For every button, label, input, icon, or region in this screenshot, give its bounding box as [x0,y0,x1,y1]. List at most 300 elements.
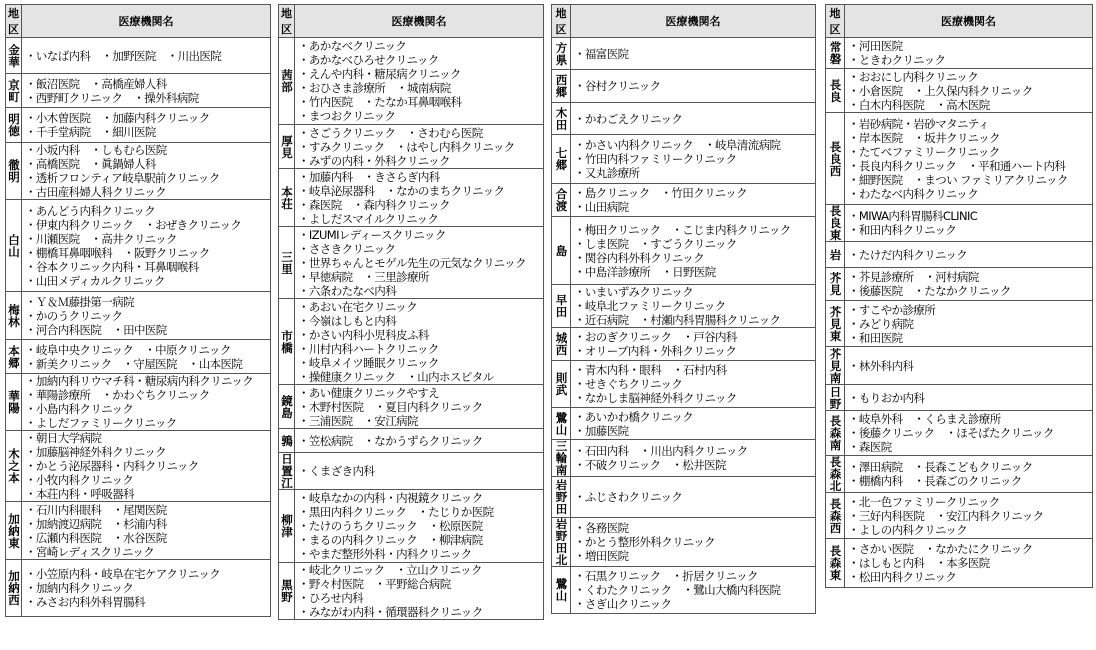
area-name: 市橋 [279,299,295,385]
facility-line: ・まつおクリニック [298,109,396,123]
area-name: 金華 [6,38,22,74]
facility-line: ・よしだファミリークリニック [25,416,177,430]
facility-list [295,490,544,563]
table-row [826,242,1093,268]
table-row [826,347,1093,385]
table-row [552,518,816,567]
facility-line: ・せきぐちクリニック [574,377,683,391]
area-name: 岩野田 [552,477,571,518]
facility-list [22,108,271,143]
facility-line: ・加藤内科 ・きさらぎ内科 [298,169,440,184]
facility-line: ・かさい内科小児科皮ふ科 [298,327,429,342]
table-row [279,453,544,490]
facility-list [845,411,1093,456]
area-name: 芥見南 [826,347,845,385]
facility-line: ・谷本クリニック内科・耳鼻咽喉科 [25,259,199,274]
area-name: 華陽 [6,374,22,431]
facility-line: ・増田医院 [574,549,629,563]
facility-list [845,539,1093,588]
facility-list [22,431,271,502]
facility-line: ・福富医院 [574,46,629,61]
facility-line: ・関谷内科外科クリニック [574,250,705,265]
facility-table-2 [278,4,544,620]
facility-line: ・石黒クリニック ・折居クリニック [574,569,758,583]
area-name: 芥見東 [826,301,845,347]
facility-line: ・MIWA内科胃腸科CLINIC [848,209,978,223]
facility-list [22,292,271,340]
table-row [6,374,271,431]
facility-list [295,169,544,227]
facility-header: 医療機関名 [22,5,271,38]
facility-line: ・黒田内科クリニック ・たじりか医院 [298,505,494,519]
area-name: 長森東 [826,539,845,588]
facility-line: ・オリーブ内科・外科クリニック [574,344,737,358]
facility-line: ・青木内科・眼科 ・石村内科 [574,363,727,377]
facility-line: ・今嶺はしもと内科 [298,313,397,328]
facility-list [295,299,544,385]
facility-line: ・河田医院 [848,39,903,53]
area-header: 地区 [826,5,845,38]
facility-table-3 [551,4,816,614]
facility-line: ・小笠原内科・岐阜在宅ケアクリニック [25,567,221,581]
table-row [552,567,816,614]
facility-line: ・岩砂病院・岩砂マタニティ [848,116,989,131]
facility-line: ・山田メディカルクリニック [25,273,165,288]
facility-line: ・あかなべひろせクリニック [298,53,439,67]
facility-line: ・あかなべクリニック [298,39,407,53]
facility-line: ・まるの内科クリニック ・柳津病院 [298,533,483,547]
facility-line: ・松田内科クリニック [848,570,957,584]
facility-table-body [279,5,544,620]
facility-line: ・野々村医院 ・平野総合病院 [298,577,451,591]
header-row [6,5,271,38]
facility-line: ・よしだスマイルクリニック [298,211,439,226]
facility-line: ・小坂内科 ・しもむら医院 [25,143,167,157]
area-header: 地区 [279,5,295,38]
facility-line: ・川村内科ハートクリニック [298,341,439,356]
facility-line: ・なかしま脳神経外科クリニック [574,391,737,405]
facility-line: ・さごうクリニック ・さわむら医院 [298,125,483,140]
facility-line: ・操健康クリニック ・山内ホスピタル [298,369,494,384]
table-row [552,440,816,477]
table-row [826,301,1093,347]
facility-line: ・小島内科クリニック [25,402,134,416]
table-row [6,292,271,340]
facility-line: ・朝日大学病院 [25,431,102,445]
table-row [826,411,1093,456]
facility-list [845,301,1093,347]
facility-list [571,184,816,217]
facility-list [571,361,816,408]
facility-line: ・各務医院 [574,521,629,535]
table-row [6,502,271,560]
table-row [826,38,1093,69]
area-header: 地区 [552,5,571,38]
facility-list [22,200,271,292]
facility-line: ・IZUMIレディースクリニック [298,227,446,242]
area-name: 茜部 [279,38,295,125]
facility-line: ・透析フロンティア岐阜駅前クリニック [25,171,220,185]
facility-line: ・おおにし内科クリニック [848,69,979,84]
facility-list [295,385,544,429]
facility-header: 医療機関名 [295,5,544,38]
area-name: 黒野 [279,563,295,620]
facility-line: ・おのぎクリニック ・戸谷内科 [574,330,737,344]
facility-line: ・棚橋耳鼻咽喉科 ・阪野クリニック [25,245,210,260]
facility-line: ・わたなべ内科クリニック [848,186,979,201]
table-row [6,560,271,617]
facility-list [571,518,816,567]
area-name: 長森西 [826,493,845,539]
facility-line: ・石川内科眼科 ・尾関医院 [25,502,167,517]
facility-list [295,563,544,620]
facility-line: ・みずの内科・外科クリニック [298,153,450,168]
table-row [6,108,271,143]
table-row [552,285,816,328]
facility-line: ・岸本医院 ・坂井クリニック [848,130,1000,145]
facility-line: ・後藤クリニック ・ほそばたクリニック [848,426,1054,440]
facility-line: ・岐阜北ファミリークリニック [574,299,726,313]
area-name: 厚見 [279,125,295,169]
facility-list [845,385,1093,411]
facility-line: ・はしもと内科 ・本多医院 [848,556,990,570]
table-row [279,563,544,620]
facility-line: ・かのうクリニック [25,308,123,323]
facility-list [571,328,816,361]
facility-line: ・さぎ山クリニック [574,597,672,611]
area-name: 長良東 [826,205,845,242]
facility-line: ・白木内科医院 ・高木医院 [848,97,990,112]
facility-line: ・おひさま診療所 ・城南病院 [298,81,451,95]
facility-line: ・あんどう内科クリニック [25,203,156,218]
facility-line: ・すみクリニック ・はやし内科クリニック [298,139,515,154]
table-row [552,361,816,408]
facility-line: ・長良内科クリニック ・平和通ハート内科 [848,158,1066,173]
facility-list [571,285,816,328]
facility-line: ・伊東内科クリニック ・おぜきクリニック [25,217,242,232]
facility-line: ・かとう整形外科クリニック [574,535,716,549]
facility-line: ・みどり病院 [848,316,914,331]
area-name: 三輪南 [552,440,571,477]
facility-line: ・ささきクリニック [298,241,396,256]
area-name: 本荘 [279,169,295,227]
area-name: 長良 [826,69,845,113]
table-row [826,539,1093,588]
area-name: 則武 [552,361,571,408]
facility-line: ・澤田病院 ・長森こどもクリニック [848,460,1033,474]
facility-list [22,340,271,374]
header-row [826,5,1093,38]
facility-list [295,38,544,125]
facility-list [845,493,1093,539]
table-row [279,429,544,453]
table-row [6,38,271,74]
facility-list [571,477,816,518]
area-name: 木田 [552,103,571,135]
facility-line: ・たけだ内科クリニック [848,247,968,262]
facility-line: ・梅田クリニック ・こじま内科クリニック [574,222,791,237]
area-name: 徹明 [6,143,22,200]
area-name: 三里 [279,227,295,299]
table-row [6,431,271,502]
facility-list [22,38,271,74]
facility-line: ・早徳病院 ・三里診療所 [298,269,429,284]
facility-line: ・森医院 ・森内科クリニック [298,197,450,212]
area-name: 木之本 [6,431,22,502]
facility-line: ・高橋医院 ・眞鍋婦人科 [25,157,156,171]
facility-line: ・中島洋診療所 ・日野医院 [574,264,716,279]
facility-line: ・又丸診療所 [574,166,640,180]
facility-list [571,567,816,614]
facility-line: ・かさい内科クリニック ・岐阜清流病院 [574,138,781,152]
facility-line: ・河合内科医院 ・田中医院 [25,322,167,337]
facility-line: ・加藤医院 [574,423,629,438]
table-row [826,268,1093,301]
facility-line: ・細野医院 ・まつい ファミリアクリニック [848,172,1068,187]
facility-line: ・木野村医院 ・夏目内科クリニック [298,399,483,414]
area-name: 七郷 [552,135,571,184]
facility-line: ・もりおか内科 [848,390,925,405]
table-row [279,227,544,299]
facility-line: ・たけのうちクリニック ・松原医院 [298,519,483,533]
facility-line: ・小木曽医院 ・加藤内科クリニック [25,111,210,125]
facility-line: ・ひろせ内科 [298,591,364,605]
area-name: 鏡島 [279,385,295,429]
facility-line: ・和田医院 [848,330,903,345]
facility-line: ・みさお内科外科胃腸科 [25,595,145,609]
area-name: 長森北 [826,456,845,493]
table-row [552,217,816,285]
area-name: 日野 [826,385,845,411]
area-name: 島 [552,217,571,285]
facility-line: ・林外科内科 [848,358,914,373]
facility-line: ・竹内医院 ・たなか耳鼻咽喉科 [298,95,462,109]
facility-line: ・小牧内科クリニック [25,473,134,487]
facility-list [845,347,1093,385]
table-row [279,299,544,385]
facility-list [22,143,271,200]
facility-list [571,70,816,103]
facility-table-4 [825,4,1093,588]
facility-line: ・やまだ整形外科・内科クリニック [298,547,472,561]
facility-line: ・華陽診療所 ・かわぐちクリニック [25,388,210,402]
facility-table-body [6,5,271,617]
facility-line: ・いなば内科 ・加野医院 ・川出医院 [25,48,222,63]
area-name: 柳津 [279,490,295,563]
facility-line: ・岐阜なかの内科・内視鏡クリニック [298,491,483,505]
table-row [552,328,816,361]
facility-line: ・岐阜中央クリニック ・中原クリニック [25,342,231,357]
facility-line: ・和田内科クリニック [848,223,957,237]
facility-line: ・あいかわ橋クリニック [574,409,694,424]
facility-list [845,242,1093,268]
area-name: 鶉 [279,429,295,453]
table-row [6,340,271,374]
table-row [279,169,544,227]
facility-line: ・三好内科医院 ・安江内科クリニック [848,508,1044,523]
facility-line: ・岐北クリニック ・立山クリニック [298,563,482,577]
facility-line: ・たてべファミリークリニック [848,144,1000,159]
area-name: 明徳 [6,108,22,143]
table-row [279,385,544,429]
table-row [279,490,544,563]
facility-line: ・かわごえクリニック [574,111,683,126]
facility-line: ・島クリニック ・竹田クリニック [574,186,748,200]
facility-line: ・くまざき内科 [298,464,375,478]
table-row [826,69,1093,113]
facility-line: ・近石病院 ・村瀬内科胃腸科クリニック [574,313,781,327]
facility-list [295,227,544,299]
facility-list [571,103,816,135]
area-name: 西郷 [552,70,571,103]
table-row [279,125,544,169]
facility-line: ・棚橋内科 ・長森ごのクリニック [848,474,1022,488]
facility-line: ・すこやか診療所 [848,302,936,317]
table-row [6,143,271,200]
facility-list [845,38,1093,69]
facility-line: ・芥見診療所 ・河村病院 [848,270,979,284]
table-row [552,408,816,440]
facility-line: ・岐阜外科 ・くらまえ診療所 [848,412,1001,426]
facility-line: ・岐阜メイツ睡眠クリニック [298,355,439,370]
area-name: 方県 [552,38,571,70]
facility-list [571,135,816,184]
table-row [826,385,1093,411]
table-row [552,477,816,518]
table-row [826,493,1093,539]
facility-line: ・新美クリニック ・守屋医院 ・山本医院 [25,356,243,371]
facility-list [571,440,816,477]
table-row [552,70,816,103]
facility-list [22,560,271,617]
facility-list [845,69,1093,113]
facility-list [22,74,271,108]
area-name: 城西 [552,328,571,361]
facility-line: ・六条わたなべ内科 [298,283,397,298]
table-row [552,184,816,217]
facility-line: ・ふじさわクリニック [574,490,683,504]
facility-line: ・笠松病院 ・なかうずらクリニック [298,433,483,448]
facility-line: ・不破クリニック ・松井医院 [574,458,726,472]
facility-line: ・世界ちゃんとモゲル先生の元気なクリニック [298,255,526,270]
facility-line: ・あい健康クリニックやすえ [298,385,440,400]
facility-table-body [826,5,1093,588]
area-name: 本郷 [6,340,22,374]
area-name: 芥見 [826,268,845,301]
area-name: 岩野田北 [552,518,571,567]
table-row [826,456,1093,493]
facility-list [22,502,271,560]
facility-list [571,217,816,285]
facility-line: ・ときわクリニック [848,53,946,67]
header-row [279,5,544,38]
table-row [6,74,271,108]
area-name: 白山 [6,200,22,292]
facility-list [571,38,816,70]
facility-line: ・千手堂病院 ・細川医院 [25,125,156,139]
facility-line: ・くわたクリニック ・鷺山大橋内科医院 [574,583,781,597]
facility-list [571,408,816,440]
facility-line: ・えんや内科・糖尿病クリニック [298,67,461,81]
facility-line: ・よしの内科クリニック [848,522,968,537]
table-row [552,135,816,184]
table-row [552,103,816,135]
area-name: 鷺山 [552,408,571,440]
area-name: 鷺山 [552,567,571,614]
facility-line: ・西野町クリニック ・操外科病院 [25,90,199,105]
facility-line: ・北一色ファミリークリニック [848,494,1000,509]
facility-line: ・宮崎レディスクリニック [25,544,155,559]
facility-line: ・谷村クリニック [574,79,661,93]
facility-line: ・森医院 [848,440,892,454]
area-name: 長森南 [826,411,845,456]
facility-line: ・加納内科リウマチ科・糖尿病内科クリニック [25,374,254,388]
area-name: 岩 [826,242,845,268]
facility-header: 医療機関名 [571,5,816,38]
area-name: 日置江 [279,453,295,490]
facility-list [295,453,544,490]
facility-line: ・かとう泌尿器科・内科クリニック [25,459,199,473]
facility-line: ・さかい医院 ・なかたにクリニック [848,542,1033,556]
facility-list [845,456,1093,493]
table-row [279,38,544,125]
facility-list [295,429,544,453]
table-row [826,205,1093,242]
area-name: 常磐 [826,38,845,69]
facility-header: 医療機関名 [845,5,1093,38]
area-name: 加納西 [6,560,22,617]
facility-line: ・加藤脳神経外科クリニック [25,445,167,459]
facility-list [845,205,1093,242]
facility-line: ・竹田内科ファミリークリニック [574,152,737,166]
facility-line: ・Ｙ＆Ｍ藤掛第一病院 [25,294,134,309]
area-name: 京町 [6,74,22,108]
area-name: 長良西 [826,113,845,205]
facility-line: ・しま医院 ・すごうクリニック [574,236,737,251]
facility-list [845,268,1093,301]
facility-line: ・川瀬医院 ・高井クリニック [25,231,177,246]
facility-line: ・みながわ内科・循環器科クリニック [298,605,483,619]
header-row [552,5,816,38]
table-row [826,113,1093,205]
facility-line: ・加納内科クリニック [25,581,134,595]
facility-line: ・あおい在宅クリニック [298,299,418,314]
facility-list [295,125,544,169]
area-name: 加納東 [6,502,22,560]
facility-line: ・本荘内科・呼吸器科 [25,487,134,501]
facility-line: ・三浦医院 ・安江病院 [298,413,418,428]
facility-line: ・いまいずみクリニック [574,285,694,299]
facility-table-1 [5,4,271,617]
facility-line: ・小倉医院 ・上久保内科クリニック [848,83,1033,98]
facility-line: ・広瀬内科医院 ・水谷医院 [25,530,167,545]
facility-line: ・飯沼医院 ・高橋産婦人科 [25,76,167,91]
table-row [6,200,271,292]
facility-line: ・加納渡辺病院 ・杉浦内科 [25,516,167,531]
facility-line: ・古田産科婦人科クリニック [25,185,167,199]
area-name: 合渡 [552,184,571,217]
facility-line: ・山田病院 [574,200,629,214]
facility-line: ・石田内科 ・川出内科クリニック [574,444,748,458]
area-header: 地区 [6,5,22,38]
facility-table-body [552,5,816,614]
facility-list [22,374,271,431]
facility-line: ・岐阜泌尿器科 ・なかのまちクリニック [298,183,505,198]
area-name: 梅林 [6,292,22,340]
facility-line: ・後藤医院 ・たなかクリニック [848,284,1011,298]
table-row [552,38,816,70]
facility-list [845,113,1093,205]
